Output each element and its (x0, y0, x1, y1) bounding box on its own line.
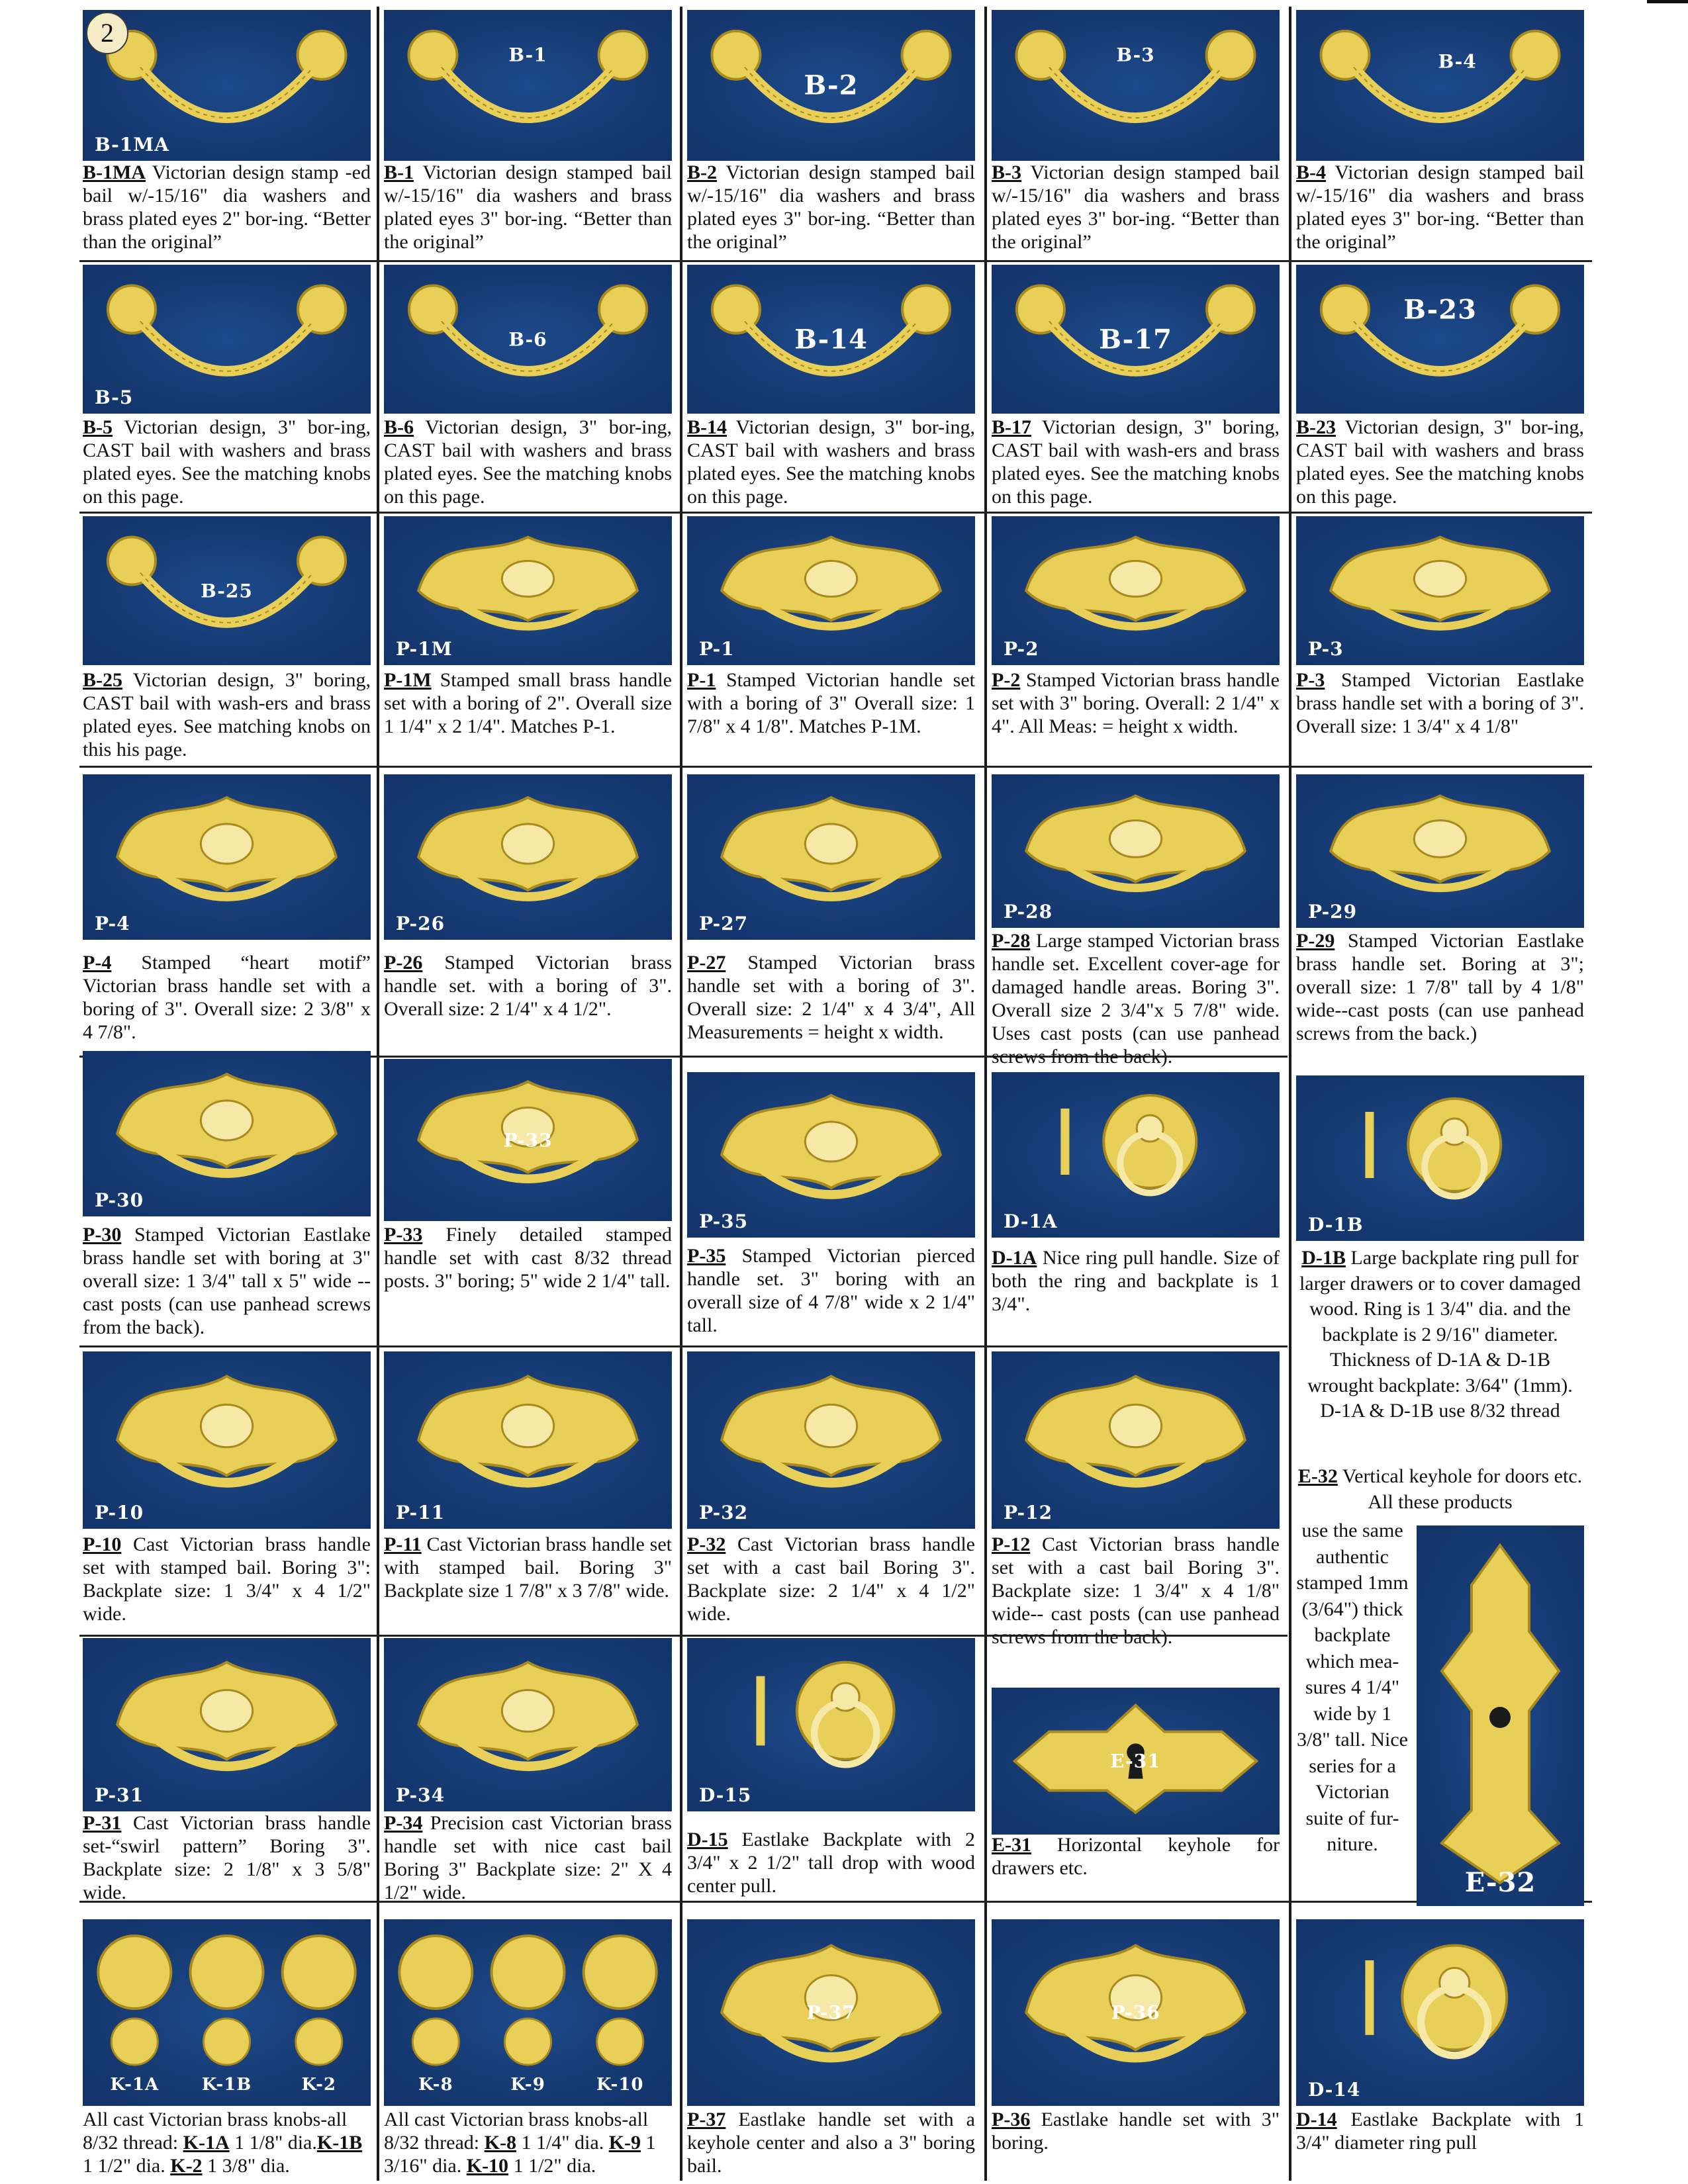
product-text: Stamped Victorian brass handle set with 3" boring. Overall: 2 1/4" x 4". All Meas: = height x width. (992, 669, 1280, 737)
product-code[interactable]: B-6 (384, 416, 414, 438)
product-photo-label: P-1M (396, 638, 453, 660)
k8-knobs-photo[interactable] (384, 1919, 672, 2106)
knob-code[interactable]: K-10 (466, 2155, 509, 2177)
product-code[interactable]: B-23 (1296, 416, 1336, 438)
product-text: Eastlake handle set with 3" boring. (992, 2109, 1280, 2154)
product-photo-p-33[interactable] (384, 1059, 672, 1221)
knob-text: 1 3/8" dia. (202, 2155, 290, 2177)
product-text: Stamped Victorian pierced handle set. 3" boring with an overall size of 4 7/8" wide x 2 1/4" tall. (687, 1245, 975, 1336)
product-photo-d-1a[interactable] (992, 1072, 1280, 1238)
hardware-illustration (1060, 1095, 1196, 1193)
product-code[interactable]: P-28 (992, 930, 1031, 952)
product-text: Finely detailed stamped handle set with cast 8/32 thread posts. 3" boring; 5" wide 2 1/4" tall. (384, 1224, 672, 1292)
knob-text: 1 1/8" dia. (229, 2132, 317, 2154)
product-description-p-32 (687, 1533, 975, 1625)
product-description-p-3 (1296, 668, 1584, 738)
page-number-badge: 2 (86, 12, 128, 54)
product-code[interactable]: B-14 (687, 416, 727, 438)
product-photo-label: D-14 (1308, 2079, 1361, 2101)
product-text: Eastlake Backplate with 2 3/4" x 2 1/2" tall drop with wood center pull. (687, 1829, 975, 1897)
product-description-e-32 (1296, 1464, 1584, 1515)
product-text: Victorian design stamped bail w/-15/16" dia washers and brass plated eyes 3" bor-ing. “Better than the original” (992, 161, 1280, 253)
product-code[interactable]: B-17 (992, 416, 1031, 438)
product-text: Stamped Victorian brass handle set with a boring of 3". Overall size: 2 1/4" x 4 3/4", All Measurements = height x width. (687, 952, 975, 1043)
product-code[interactable]: B-5 (83, 416, 113, 438)
product-photo-label: P-3 (1308, 638, 1344, 660)
product-text: Horizontal keyhole for drawers etc. (992, 1834, 1280, 1879)
product-photo-label: P-1 (699, 638, 735, 660)
product-photo-d-1b[interactable] (1296, 1075, 1584, 1241)
product-photo-p-35[interactable] (687, 1072, 975, 1238)
product-code[interactable]: P-1M (384, 669, 432, 691)
product-photo-p-34[interactable] (384, 1638, 672, 1811)
page-edge-mark (1647, 0, 1688, 3)
product-photo-label: B-4 (1438, 50, 1477, 73)
knob-label: K-10 (596, 2075, 644, 2095)
product-photo-p-26[interactable] (384, 774, 672, 940)
product-photo-b-6[interactable] (384, 265, 672, 414)
product-description-p-1m (384, 668, 672, 738)
product-description-p-37 (687, 2108, 975, 2177)
product-code[interactable]: D-14 (1296, 2109, 1337, 2130)
product-photo-label: P-2 (1004, 638, 1039, 660)
hardware-illustration (418, 1377, 637, 1483)
product-text: Eastlake handle set with a keyhole center and also a 3" boring bail. (687, 2109, 975, 2177)
hardware-illustration (1026, 1377, 1245, 1483)
knob-text: All cast Victorian brass knobs-all 8/32 thread: (83, 2109, 348, 2154)
product-text: Cast Victorian brass handle set with stamped bail. Boring 3" Backplate size 1 7/8" x 3 7/8" wide. (384, 1533, 672, 1602)
product-text: Eastlake Backplate with 1 3/4" diameter ring pull (1296, 2109, 1584, 2154)
knob-text: 1 1/2" dia. (83, 2155, 171, 2177)
hardware-illustration (722, 797, 941, 897)
product-photo-label: B-25 (201, 580, 253, 602)
product-description-p-11 (384, 1533, 672, 1602)
product-photo-d-15[interactable] (687, 1638, 975, 1811)
product-image (1296, 1919, 1584, 2106)
product-photo-label: B-17 (1099, 324, 1172, 355)
product-image (1417, 1525, 1584, 1906)
product-description-d-14 (1296, 2108, 1584, 2154)
product-code[interactable]: P-30 (83, 1224, 122, 1246)
product-text: Victorian design, 3" bor-ing, CAST bail with washers and brass plated eyes. See the matching knobs on this page. (384, 416, 672, 508)
product-photo-label: B-23 (1403, 294, 1477, 325)
product-photo-b-1[interactable] (384, 10, 672, 161)
knob-text: All cast Victorian brass knobs-all 8/32 thread: (384, 2109, 649, 2154)
product-photo-p-27[interactable] (687, 774, 975, 940)
product-description-e-32-continued (1296, 1518, 1409, 1858)
product-code[interactable]: P-37 (687, 2109, 726, 2130)
product-description-p-12 (992, 1533, 1280, 1649)
knob-label: K-2 (301, 2075, 336, 2095)
knob-label: K-9 (510, 2075, 545, 2095)
column-rule (984, 7, 987, 2181)
product-description-p-31 (83, 1811, 371, 1904)
knob-label: K-8 (418, 2075, 453, 2095)
row-rule (79, 512, 1592, 514)
product-code[interactable]: P-29 (1296, 930, 1335, 952)
hardware-illustration (107, 31, 346, 118)
product-photo-label: P-31 (95, 1784, 144, 1806)
product-photo-label: B-2 (804, 69, 859, 101)
product-description-b-5 (83, 416, 371, 508)
product-text: Victorian design, 3" boring, CAST bail with wash-ers and brass plated eyes. See the matching knobs on this page. (992, 416, 1280, 508)
product-code[interactable]: P-34 (384, 1812, 423, 1834)
hardware-illustration (117, 1377, 336, 1483)
product-image (1296, 10, 1584, 161)
column-rule (680, 7, 682, 2181)
product-photo-label: P-27 (699, 913, 749, 934)
hardware-illustration (117, 797, 336, 897)
product-description-b-2 (687, 161, 975, 253)
product-code[interactable]: P-31 (83, 1812, 122, 1834)
product-photo-label: B-1MA (95, 134, 170, 156)
product-code[interactable]: P-32 (687, 1533, 726, 1555)
column-rule (377, 7, 379, 2181)
knob-code[interactable]: K-1A (183, 2132, 230, 2154)
product-text: Victorian design, 3" bor-ing, CAST bail with washers and brass plated eyes. See the matching knobs on this page. (1296, 416, 1584, 508)
product-photo-b-25[interactable] (83, 516, 371, 665)
product-description-d-1a (992, 1246, 1280, 1316)
product-description-p-27 (687, 951, 975, 1044)
product-photo-p-28[interactable] (992, 774, 1280, 928)
product-description-p-4 (83, 951, 371, 1044)
product-description-p-10 (83, 1533, 371, 1625)
product-code[interactable]: P-26 (384, 952, 423, 974)
product-description-p-26 (384, 951, 672, 1021)
knob-text: 1 1/2" dia. (508, 2155, 596, 2177)
product-photo-label: B-6 (508, 328, 547, 350)
product-text: Large backplate ring pull for larger drawers or to cover damaged wood. Ring is 1 3/4" dia. and the backplate is 2 9/16" diameter. Thickness of D-1A & D-1B wrought backplate: 3/64" (1mm). D-1A & D-1B use 8/32 thread (1299, 1247, 1581, 1422)
product-photo-p-37[interactable] (687, 1919, 975, 2106)
product-text: Victorian design, 3" bor-ing, CAST bail with washers and brass plated eyes. See the matching knobs on this page. (687, 416, 975, 508)
knob-code[interactable]: K-8 (484, 2132, 516, 2154)
product-text: Stamped small brass handle set with a boring of 2". Overall size 1 1/4" x 2 1/4". Matches P-1. (384, 669, 672, 737)
product-photo-e-31[interactable] (992, 1688, 1280, 1835)
product-code[interactable]: B-25 (83, 669, 122, 691)
product-description-b-1 (384, 161, 672, 253)
row-rule (79, 766, 1592, 768)
product-photo-label: P-34 (396, 1784, 445, 1806)
product-photo-p-10[interactable] (83, 1351, 371, 1529)
product-text: Stamped Victorian Eastlake brass handle set with a boring of 3". Overall size: 1 3/4" x 4 1/8" (1296, 669, 1584, 737)
product-photo-d-14[interactable] (1296, 1919, 1584, 2106)
product-photo-p-1m[interactable] (384, 516, 672, 665)
knobs1-description (83, 2108, 371, 2177)
product-text: Victorian design, 3" bor-ing, CAST bail with washers and brass plated eyes. See the matching knobs on this page. (83, 416, 371, 508)
knob-code[interactable]: K-2 (170, 2155, 203, 2177)
product-photo-p-32[interactable] (687, 1351, 975, 1529)
product-photo-label: P-12 (1004, 1502, 1053, 1524)
product-code[interactable]: D-15 (687, 1829, 728, 1850)
product-photo-label: P-37 (806, 2001, 856, 2024)
product-photo-p-29[interactable] (1296, 774, 1584, 928)
product-text: Precision cast Victorian brass handle set with nice cast bail Boring 3" Backplate size: 2" X 4 1/2" wide. (384, 1812, 672, 1903)
product-photo-label: D-15 (699, 1784, 752, 1806)
product-photo-label: E-31 (1110, 1750, 1161, 1772)
hardware-illustration (1331, 796, 1550, 887)
product-photo-label: P-10 (95, 1502, 144, 1524)
product-code[interactable]: B-1 (384, 161, 414, 183)
product-description-b-14 (687, 416, 975, 508)
product-description-p-36 (992, 2108, 1280, 2154)
hardware-illustration (1365, 1099, 1501, 1197)
product-description-p-28 (992, 929, 1280, 1068)
product-photo-label: P-33 (503, 1129, 553, 1151)
knob-text: 1 3/16" dia. (384, 2132, 656, 2177)
product-code[interactable]: P-12 (992, 1533, 1031, 1555)
product-photo-b-5[interactable] (83, 265, 371, 414)
k1-knobs-photo[interactable] (83, 1919, 371, 2106)
product-code[interactable]: E-32 (1297, 1465, 1338, 1487)
product-description-b-25 (83, 668, 371, 761)
product-image (384, 10, 672, 161)
product-code[interactable]: E-31 (992, 1834, 1031, 1856)
product-photo-b-2[interactable] (687, 10, 975, 161)
product-code[interactable]: B-1MA (83, 161, 146, 183)
product-photo-b-14[interactable] (687, 265, 975, 414)
product-photo-label: P-26 (396, 913, 445, 934)
column-rule (1289, 7, 1291, 2181)
hardware-illustration (1365, 1945, 1507, 2055)
product-code[interactable]: P-33 (384, 1224, 423, 1246)
product-photo-p-1[interactable] (687, 516, 975, 665)
hardware-illustration (722, 1377, 941, 1483)
product-description-p-35 (687, 1244, 975, 1337)
product-description-b-23 (1296, 416, 1584, 508)
product-text: Cast Victorian brass handle set with a cast bail Boring 3". Backplate size: 2 1/4" x 4 1/2" wide. (687, 1533, 975, 1625)
product-code[interactable]: B-2 (687, 161, 717, 183)
product-photo-p-31[interactable] (83, 1638, 371, 1811)
product-photo-label: B-3 (1116, 44, 1155, 66)
product-text: Stamped “heart motif” Victorian brass handle set with a boring of 3". Overall size: 2 3/8" x 4 7/8". (83, 952, 371, 1043)
product-description-p-1 (687, 668, 975, 738)
product-photo-label: P-28 (1004, 901, 1053, 923)
product-code[interactable]: P-11 (384, 1533, 422, 1555)
product-code[interactable]: P-27 (687, 952, 726, 974)
product-image (1296, 265, 1584, 414)
product-text: Victorian design, 3" boring, CAST bail with wash-ers and brass plated eyes. See matching knobs on this his page. (83, 669, 371, 760)
product-photo-p-30[interactable] (83, 1051, 371, 1216)
product-photo-label: B-5 (95, 387, 134, 408)
knob-code[interactable]: K-9 (608, 2132, 641, 2154)
product-description-b-6 (384, 416, 672, 508)
product-photo-b-23[interactable] (1296, 265, 1584, 414)
product-text: Victorian design stamp -ed bail w/-15/16" dia washers and brass plated eyes 2" bor-ing. “Better than the original” (83, 161, 371, 253)
product-code[interactable]: P-35 (687, 1245, 726, 1267)
product-photo-p-12[interactable] (992, 1351, 1280, 1529)
product-photo-label: P-11 (396, 1502, 445, 1524)
hardware-illustration (418, 537, 637, 627)
product-photo-b-17[interactable] (992, 265, 1280, 414)
product-photo-e-32[interactable] (1417, 1525, 1584, 1906)
product-photo-label: P-32 (699, 1502, 749, 1524)
product-photo-label: P-36 (1111, 2001, 1160, 2024)
hardware-illustration (722, 537, 941, 627)
product-text: use the same authentic stamped 1mm (3/64") thick backplate which mea-sures 4 1/4" wide by 1 3/8" tall. Nice series for a Victorian suite of fur-niture. (1296, 1520, 1409, 1855)
product-photo-label: D-1A (1004, 1210, 1058, 1232)
knobs2-description (384, 2108, 672, 2177)
product-text: Large stamped Victorian brass handle set. Excellent cover-age for damaged handle areas. Boring 3". Overall size 2 3/4"x 5 7/8" wide. Uses cast posts (can use panhead screws from the back). (992, 930, 1280, 1068)
product-description-b-3 (992, 161, 1280, 253)
product-description-p-34 (384, 1811, 672, 1904)
product-description-p-29 (1296, 929, 1584, 1045)
product-description-e-31 (992, 1833, 1280, 1880)
knob-code[interactable]: K-1B (316, 2132, 363, 2154)
product-text: Nice ring pull handle. Size of both the ring and backplate is 1 3/4". (992, 1247, 1280, 1315)
product-code[interactable]: B-3 (992, 161, 1021, 183)
product-text: Victorian design stamped bail w/-15/16" dia washers and brass plated eyes 3" bor-ing. “Better than the original” (687, 161, 975, 253)
hardware-illustration (1321, 31, 1559, 118)
hardware-illustration (1026, 537, 1245, 627)
product-photo-p-11[interactable] (384, 1351, 672, 1529)
product-description-d-1b (1296, 1246, 1584, 1424)
product-photo-p-4[interactable] (83, 774, 371, 940)
product-text: Cast Victorian brass handle set with a cast bail Boring 3". Backplate size: 1 3/4" x 4 1/8" wide-- cast posts (can use panhead screws from the back). (992, 1533, 1280, 1648)
knob-label: K-1B (201, 2075, 252, 2095)
hardware-illustration (1331, 537, 1550, 627)
knob-text: 1 1/4" dia. (516, 2132, 609, 2154)
product-photo-p-3[interactable] (1296, 516, 1584, 665)
product-code[interactable]: D-1A (992, 1247, 1037, 1269)
product-photo-label: P-29 (1308, 901, 1358, 923)
product-photo-label: B-14 (794, 324, 868, 355)
product-text: Stamped Victorian brass handle set. with a boring of 3". Overall size: 2 1/4" x 4 1/2". (384, 952, 672, 1020)
product-photo-label: P-30 (95, 1189, 144, 1211)
hardware-illustration (117, 1074, 336, 1173)
product-code[interactable]: B-4 (1296, 161, 1326, 183)
product-photo-label: E-32 (1464, 1867, 1536, 1898)
hardware-illustration (418, 1662, 637, 1766)
product-description-p-2 (992, 668, 1280, 738)
product-photo-p-36[interactable] (992, 1919, 1280, 2106)
product-code[interactable]: P-4 (83, 952, 112, 974)
product-photo-b-4[interactable] (1296, 10, 1584, 161)
hardware-illustration (1026, 796, 1245, 887)
product-code[interactable]: P-1 (687, 669, 716, 691)
product-photo-label: P-35 (699, 1210, 749, 1232)
product-text: Vertical keyhole for doors etc. All these products (1337, 1465, 1583, 1513)
product-text: Stamped Victorian handle set with a boring of 3" Overall size: 1 7/8" x 4 1/8". Matches P-1M. (687, 669, 975, 737)
product-description-b-1ma (83, 161, 371, 253)
product-code[interactable]: P-10 (83, 1533, 122, 1555)
product-code[interactable]: P-3 (1296, 669, 1325, 691)
hardware-illustration (756, 1662, 894, 1765)
row-rule (79, 260, 1592, 262)
product-text: Stamped Victorian Eastlake brass handle set with boring at 3" overall size: 1 3/4" tall x 5" wide --cast posts (can use panhead screws from the back). (83, 1224, 371, 1338)
product-text: Stamped Victorian Eastlake brass handle set. Boring at 3"; overall size: 1 7/8" tall by 4 1/8" wide--cast posts (can use panhead screws from the back.) (1296, 930, 1584, 1044)
product-text: Cast Victorian brass handle set with stamped bail. Boring 3": Backplate size: 1 3/4" x 4 1/2" wide. (83, 1533, 371, 1625)
product-description-d-15 (687, 1828, 975, 1897)
product-photo-label: P-4 (95, 913, 130, 934)
product-description-b-4 (1296, 161, 1584, 253)
hardware-illustration (722, 1095, 941, 1195)
product-description-b-17 (992, 416, 1280, 508)
product-text: Victorian design stamped bail w/-15/16" dia washers and brass plated eyes 3" bor-ing. “Better than the original” (384, 161, 672, 253)
product-photo-p-2[interactable] (992, 516, 1280, 665)
product-text: Victorian design stamped bail w/-15/16" dia washers and brass plated eyes 3" bor-ing. “Better than the original” (1296, 161, 1584, 253)
hardware-illustration (117, 1662, 336, 1766)
product-photo-label: D-1B (1308, 1214, 1364, 1236)
row-rule (79, 1345, 1288, 1347)
product-photo-b-3[interactable] (992, 10, 1280, 161)
product-image (992, 10, 1280, 161)
hardware-illustration (108, 286, 346, 371)
product-text: Cast Victorian brass handle set-“swirl pattern” Boring 3". Backplate size: 2 1/8" x 3 5/8" wide. (83, 1812, 371, 1903)
knob-label: K-1A (110, 2075, 160, 2095)
product-description-p-33 (384, 1223, 672, 1293)
hardware-illustration (418, 797, 637, 897)
product-code[interactable]: P-36 (992, 2109, 1031, 2130)
product-code[interactable]: D-1B (1301, 1247, 1346, 1269)
product-code[interactable]: P-2 (992, 669, 1021, 691)
product-photo-label: B-1 (508, 44, 547, 66)
product-description-p-30 (83, 1223, 371, 1339)
